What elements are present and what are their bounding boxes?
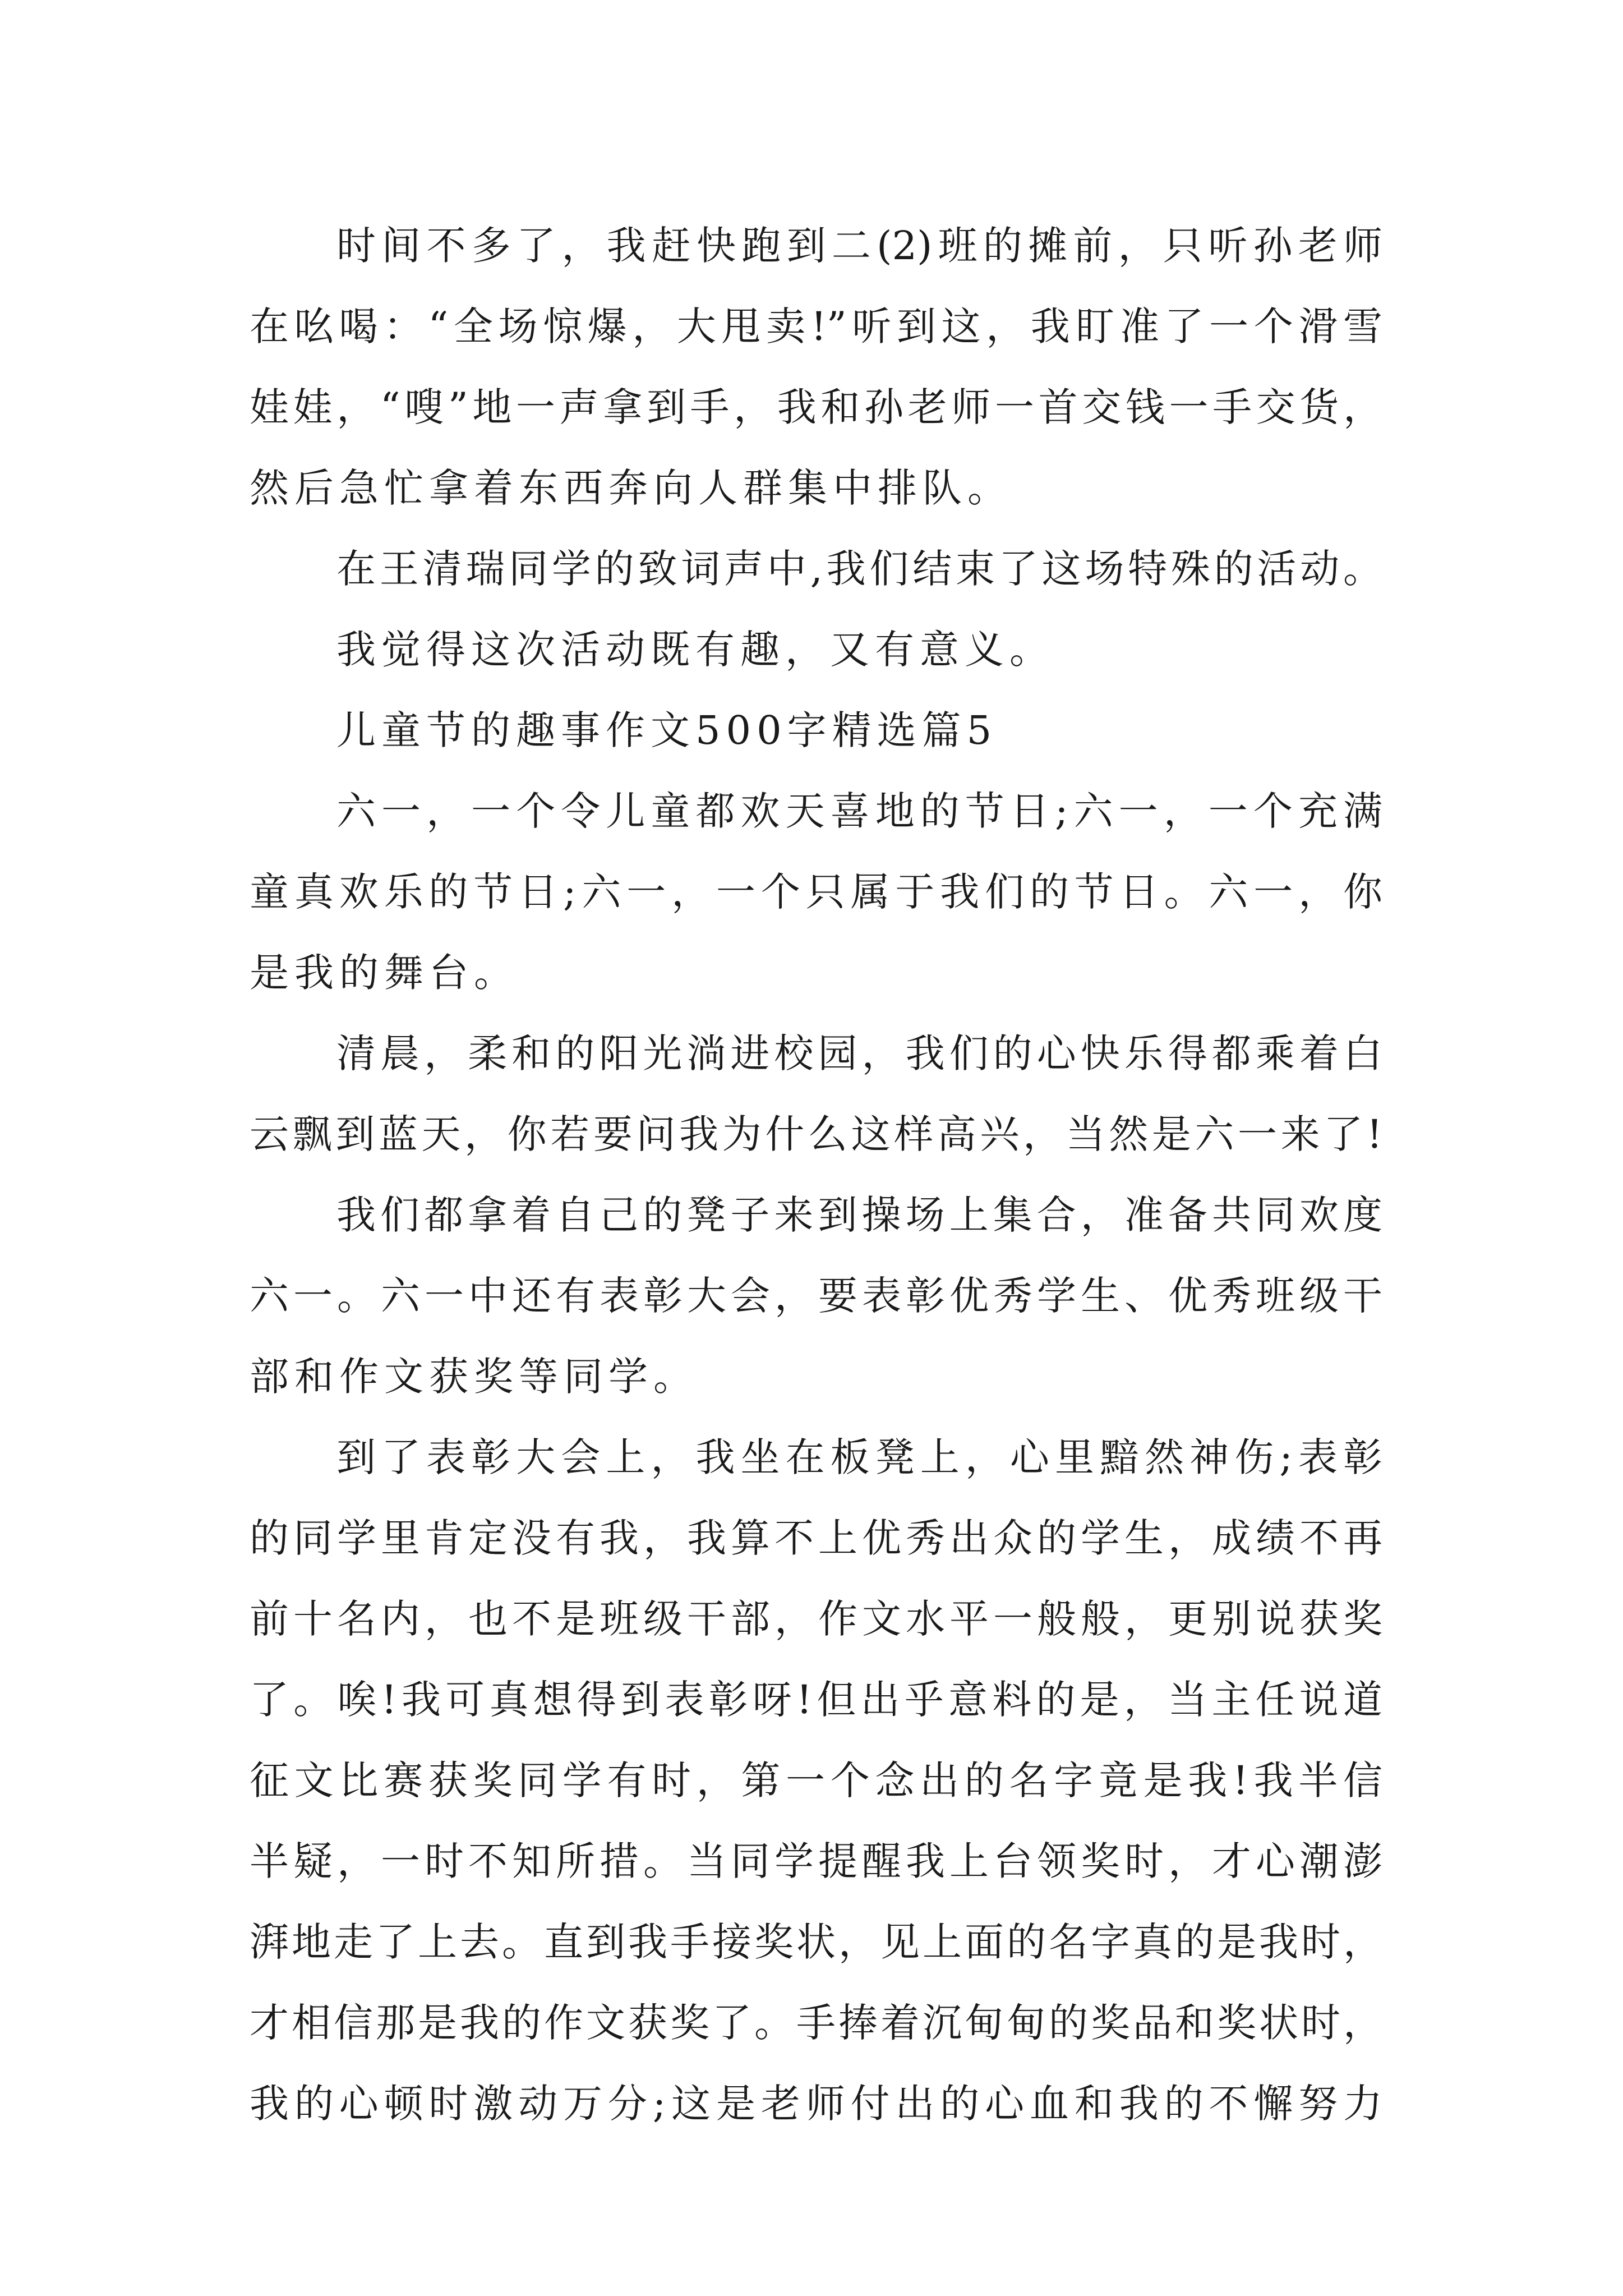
paragraph-line: 半疑，一时不知所措。当同学提醒我上台领奖时，才心潮澎	[250, 1838, 1382, 1884]
paragraph-line: 前十名内，也不是班级干部，作文水平一般般，更别说获奖	[250, 1596, 1382, 1642]
paragraph-line: 部和作文获奖等同学。	[250, 1354, 698, 1400]
paragraph-line: 征文比赛获奖同学有时，第一个念出的名字竟是我!我半信	[250, 1757, 1382, 1803]
paragraph-line: 童真欢乐的节日;六一，一个只属于我们的节日。六一，你	[250, 869, 1382, 915]
paragraph-line: 我们都拿着自己的凳子来到操场上集合，准备共同欢度	[336, 1192, 1382, 1238]
paragraph-line: 我觉得这次活动既有趣，又有意义。	[336, 627, 1054, 673]
paragraph-line: 到了表彰大会上，我坐在板凳上，心里黯然神伤;表彰	[336, 1434, 1382, 1480]
paragraph-line: 了。唉!我可真想得到表彰呀!但出乎意料的是，当主任说道	[250, 1677, 1382, 1723]
paragraph-line: 在吆喝：“全场惊爆，大甩卖!”听到这，我盯准了一个滑雪	[250, 303, 1382, 349]
paragraph-line: 时间不多了，我赶快跑到二(2)班的摊前，只听孙老师	[336, 223, 1382, 269]
paragraph-line: 湃地走了上去。直到我手接奖状，见上面的名字真的是我时，	[250, 1919, 1382, 1965]
paragraph-line: 然后急忙拿着东西奔向人群集中排队。	[250, 465, 1012, 511]
paragraph-line: 是我的舞台。	[250, 950, 519, 996]
paragraph-line: 六一，一个令儿童都欢天喜地的节日;六一，一个充满	[336, 788, 1382, 834]
section-heading: 儿童节的趣事作文500字精选篇5	[336, 707, 998, 753]
paragraph-line: 在王清瑞同学的致词声中,我们结束了这场特殊的活动。	[336, 546, 1382, 592]
paragraph-line: 我的心顿时激动万分;这是老师付出的心血和我的不懈努力	[250, 2081, 1382, 2127]
paragraph-line: 娃娃，“嗖”地一声拿到手，我和孙老师一首交钱一手交货，	[250, 384, 1382, 430]
paragraph-line: 六一。六一中还有表彰大会，要表彰优秀学生、优秀班级干	[250, 1273, 1382, 1319]
paragraph-line: 云飘到蓝天，你若要问我为什么这样高兴，当然是六一来了!	[250, 1111, 1382, 1157]
paragraph-line: 的同学里肯定没有我，我算不上优秀出众的学生，成绩不再	[250, 1515, 1382, 1561]
paragraph-line: 才相信那是我的作文获奖了。手捧着沉甸甸的奖品和奖状时，	[250, 2000, 1382, 2046]
paragraph-line: 清晨，柔和的阳光淌进校园，我们的心快乐得都乘着白	[336, 1030, 1382, 1076]
